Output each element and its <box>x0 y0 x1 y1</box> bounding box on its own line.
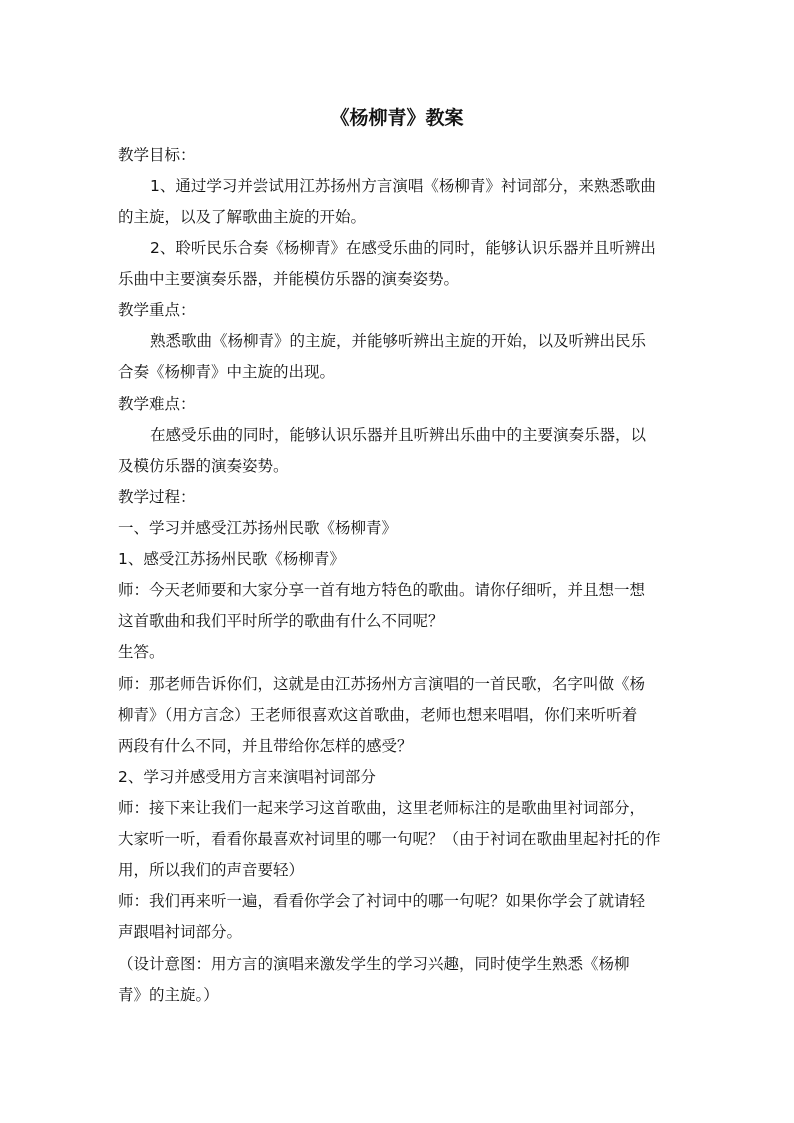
paragraph-line: 青》的主旋。） <box>118 986 219 1004</box>
heading-difficulties: 教学难点： <box>118 395 196 413</box>
paragraph-line: 大家听一听，看看你最喜欢衬词里的哪一句呢？（由于衬词在歌曲里起衬托的作 <box>118 830 661 848</box>
paragraph-line: 熟悉歌曲《杨柳青》的主旋，并能够听辨出主旋的开始，以及听辨出民乐 <box>150 332 647 350</box>
paragraph-line: 1、通过学习并尝试用江苏扬州方言演唱《杨柳青》衬词部分，来熟悉歌曲 <box>150 177 656 195</box>
paragraph-line: 在感受乐曲的同时，能够认识乐器并且听辨出乐曲中的主要演奏乐器，以 <box>150 426 647 444</box>
paragraph-line: 的主旋，以及了解歌曲主旋的开始。 <box>118 208 367 226</box>
heading-key-points: 教学重点： <box>118 301 196 319</box>
heading-objectives: 教学目标： <box>118 146 196 164</box>
paragraph-line: 合奏《杨柳青》中主旋的出现。 <box>118 363 336 381</box>
paragraph-line: 生答。 <box>118 643 165 661</box>
paragraph-line: 及模仿乐器的演奏姿势。 <box>118 457 289 475</box>
paragraph-line: 两段有什么不同，并且带给你怎样的感受？ <box>118 737 413 755</box>
heading-process: 教学过程： <box>118 488 196 506</box>
paragraph-line: 柳青》（用方言念）王老师很喜欢这首歌曲，老师也想来唱唱，你们来听听着 <box>118 706 638 724</box>
subsection-heading: 1、感受江苏扬州民歌《杨柳青》 <box>118 550 345 568</box>
page-title: 《杨柳青》教案 <box>330 107 464 129</box>
paragraph-line: 师：那老师告诉你们，这就是由江苏扬州方言演唱的一首民歌，名字叫做《杨 <box>118 675 646 693</box>
paragraph-line: 这首歌曲和我们平时所学的歌曲有什么不同呢？ <box>118 612 444 630</box>
subsection-heading: 2、学习并感受用方言来演唱衬词部分 <box>118 768 376 786</box>
section-heading: 一、学习并感受江苏扬州民歌《杨柳青》 <box>118 519 398 537</box>
paragraph-line: 乐曲中主要演奏乐器，并能模仿乐器的演奏姿势。 <box>118 270 460 288</box>
paragraph-line: 师：今天老师要和大家分享一首有地方特色的歌曲。请你仔细听，并且想一想 <box>118 581 646 599</box>
paragraph-line: 2、聆听民乐合奏《杨柳青》在感受乐曲的同时，能够认识乐器并且听辨出 <box>150 239 656 257</box>
paragraph-line: 师：我们再来听一遍，看看你学会了衬词中的哪一句呢？如果你学会了就请轻 <box>118 892 646 910</box>
paragraph-line: 声跟唱衬词部分。 <box>118 923 243 941</box>
paragraph-line: 用，所以我们的声音要轻） <box>118 861 305 879</box>
paragraph-line: （设计意图：用方言的演唱来激发学生的学习兴趣，同时使学生熟悉《杨柳 <box>118 955 630 973</box>
paragraph-line: 师：接下来让我们一起来学习这首歌曲，这里老师标注的是歌曲里衬词部分， <box>118 799 646 817</box>
